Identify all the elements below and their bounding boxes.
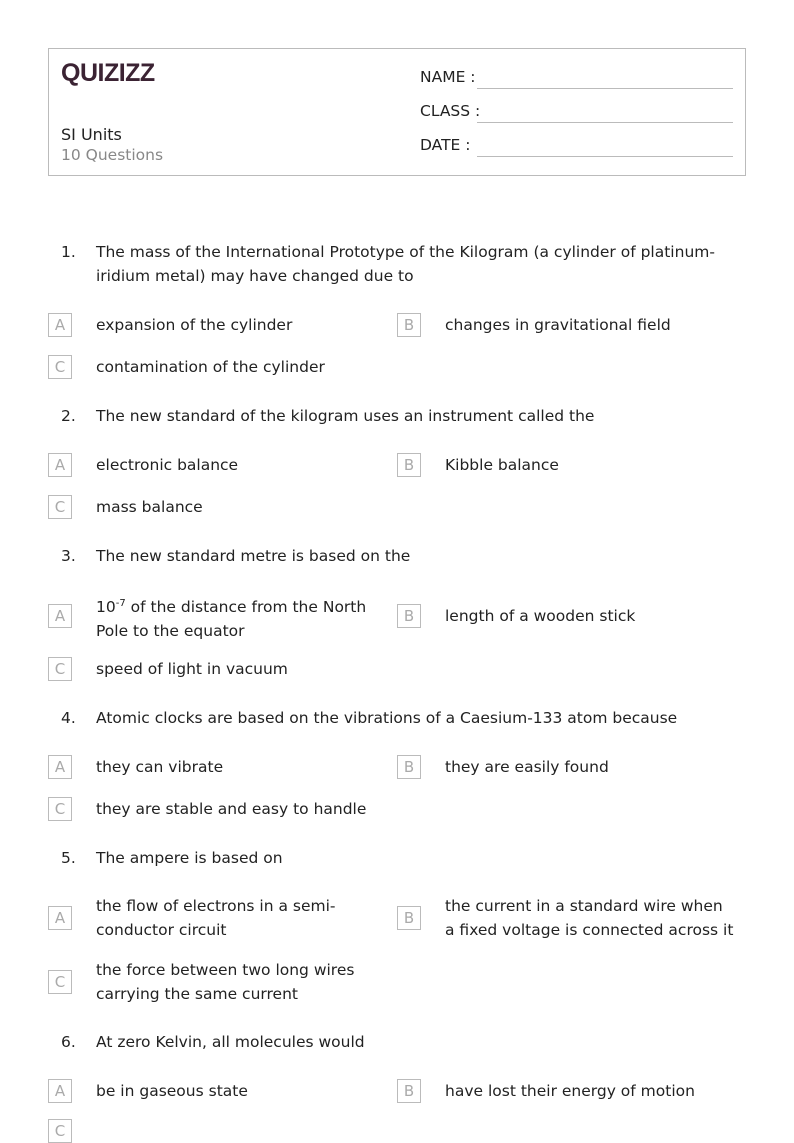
date-line[interactable] <box>477 156 733 157</box>
option-letter[interactable]: B <box>397 906 421 930</box>
option-letter[interactable]: B <box>397 453 421 477</box>
option-text: mass balance <box>96 498 203 516</box>
option-text-rest: of the distance from the North Pole to the equator <box>96 598 367 641</box>
option-text: they can vibrate <box>96 758 224 776</box>
option-letter[interactable]: A <box>48 1079 72 1103</box>
name-label: NAME : <box>420 68 476 86</box>
option-letter[interactable]: B <box>397 604 421 628</box>
class-label: CLASS : <box>420 102 481 120</box>
option-text: they are easily found <box>445 758 609 776</box>
option-text: the current in a standard wire when a fixed voltage is connected across it <box>445 897 734 939</box>
question-number: 2. <box>61 407 76 425</box>
question-text: Atomic clocks are based on the vibrations of a Caesium-133 atom because <box>96 709 678 727</box>
option-letter[interactable]: A <box>48 906 72 930</box>
option-letter[interactable]: B <box>397 1079 421 1103</box>
option-letter[interactable]: B <box>397 313 421 337</box>
option-text: contamination of the cylinder <box>96 358 325 376</box>
class-field[interactable] <box>420 102 480 120</box>
option-text: Kibble balance <box>445 456 559 474</box>
option-letter[interactable]: A <box>48 755 72 779</box>
option-letter[interactable]: C <box>48 797 72 821</box>
worksheet-title: SI Units <box>61 125 122 144</box>
worksheet-header <box>48 48 746 176</box>
option-text: the force between two long wires carrying the same current <box>96 961 355 1003</box>
quizizz-logo: QUIZIZZ <box>61 59 155 87</box>
question-text: The new standard metre is based on the <box>96 547 411 565</box>
option-text: electronic balance <box>96 456 239 474</box>
option-text-exponent: -7 <box>115 598 126 609</box>
option-text: the flow of electrons in a semi-conductor circuit <box>96 897 336 939</box>
name-line[interactable] <box>477 88 733 89</box>
class-line[interactable] <box>477 122 733 123</box>
question-text: At zero Kelvin, all molecules would <box>96 1033 365 1051</box>
option-letter[interactable]: C <box>48 1119 72 1143</box>
date-field[interactable] <box>420 136 470 154</box>
option-text: changes in gravitational field <box>445 316 671 334</box>
question-count: 10 Questions <box>61 146 164 164</box>
question-number: 4. <box>61 709 76 727</box>
question-number: 1. <box>61 243 76 261</box>
date-label: DATE : <box>420 136 471 154</box>
option-text: have lost their energy of motion <box>445 1082 695 1100</box>
option-text: they are stable and easy to handle <box>96 800 367 818</box>
question-number: 3. <box>61 547 76 565</box>
option-letter[interactable]: C <box>48 355 72 379</box>
question-text: The new standard of the kilogram uses an instrument called the <box>96 407 595 425</box>
option-text <box>96 592 396 643</box>
option-letter[interactable]: C <box>48 495 72 519</box>
option-letter[interactable]: B <box>397 755 421 779</box>
option-text-base: 10 <box>96 598 116 617</box>
option-letter[interactable]: A <box>48 453 72 477</box>
option-letter[interactable]: C <box>48 970 72 994</box>
option-letter[interactable]: A <box>48 313 72 337</box>
option-text: be in gaseous state <box>96 1082 248 1100</box>
option-text: speed of light in vacuum <box>96 660 288 678</box>
option-text: length of a wooden stick <box>445 607 636 625</box>
question-text: The mass of the International Prototype of the Kilogram (a cylinder of platinum-iridium metal) may have changed due to <box>96 243 715 285</box>
option-text: expansion of the cylinder <box>96 316 293 334</box>
question-number: 6. <box>61 1033 76 1051</box>
name-field[interactable] <box>420 68 476 86</box>
question-number: 5. <box>61 849 76 867</box>
option-letter[interactable]: C <box>48 657 72 681</box>
option-letter[interactable]: A <box>48 604 72 628</box>
question-text: The ampere is based on <box>96 849 283 867</box>
